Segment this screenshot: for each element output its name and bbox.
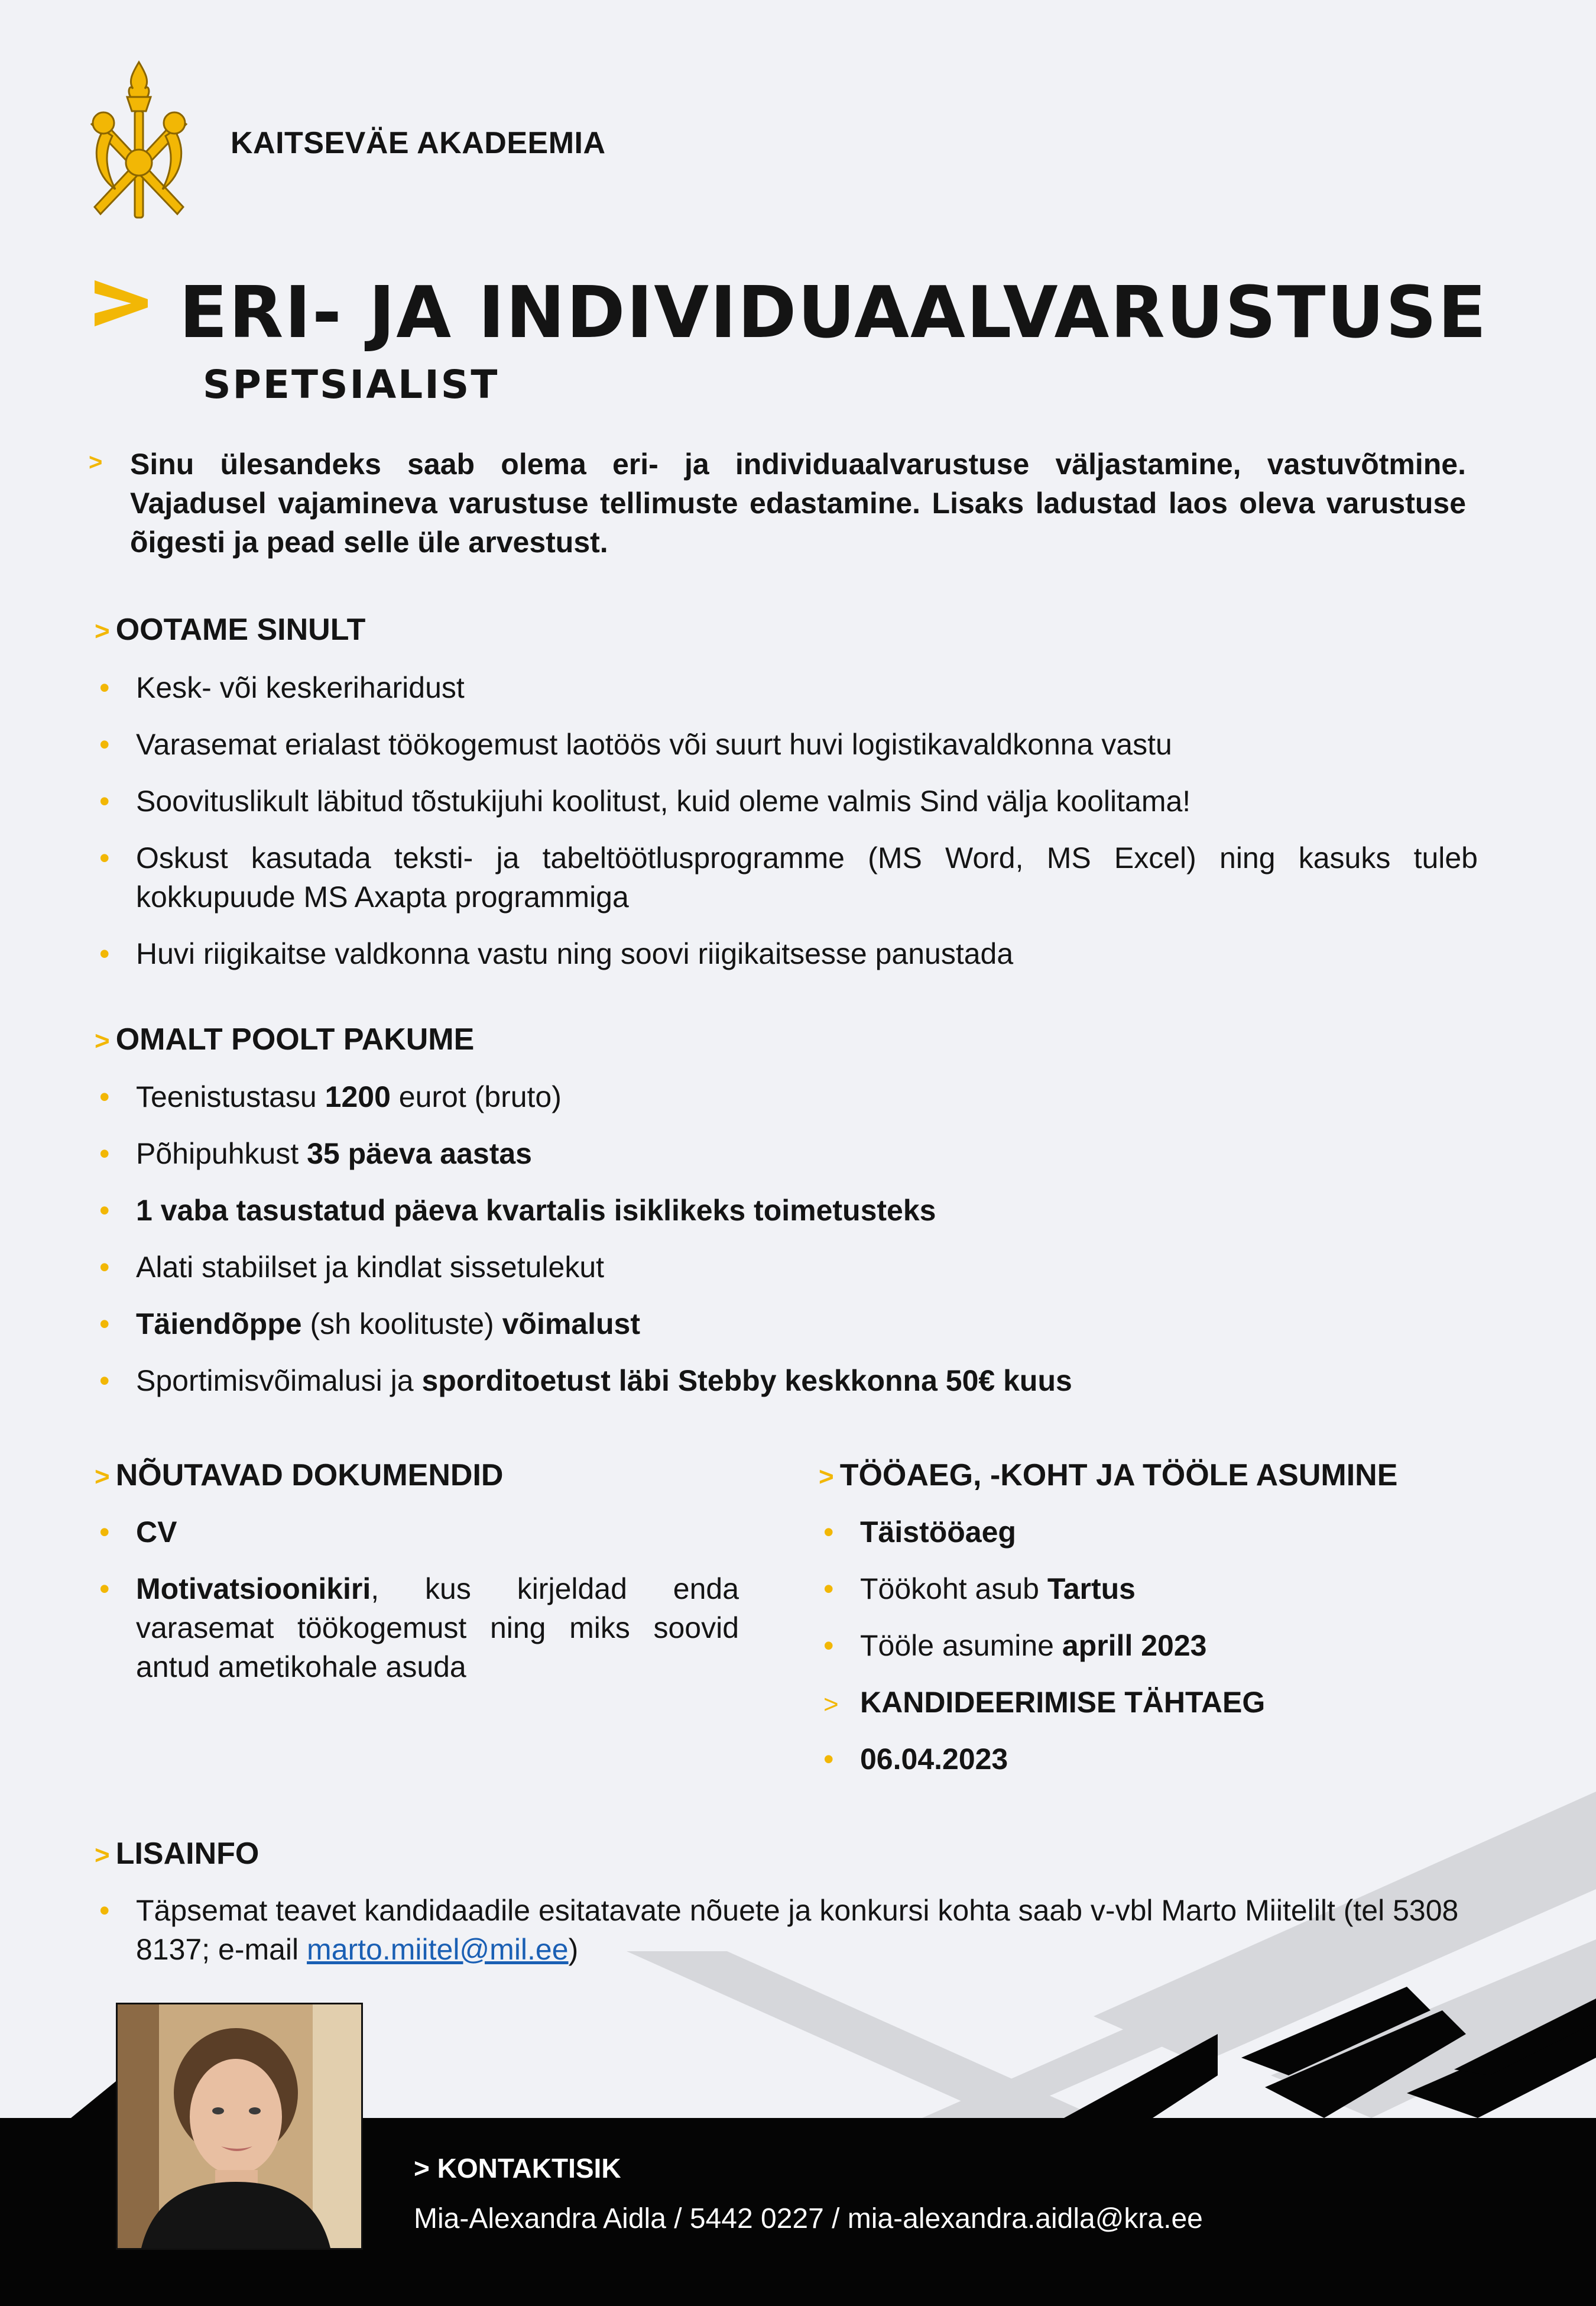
deadline-date: • 06.04.2023	[819, 1740, 1469, 1779]
bullet-icon: •	[99, 728, 110, 761]
section-title-worktime: > TÖÖAEG, -KOHT JA TÖÖLE ASUMINE	[819, 1458, 1398, 1492]
contact-title: > KONTAKTISIK	[414, 2153, 621, 2184]
bullet-icon: •	[99, 785, 110, 818]
offer-list	[95, 1077, 1478, 1418]
job-title-subline: SPETSIALIST	[203, 362, 499, 407]
bullet-icon: •	[823, 1743, 834, 1776]
chevron-right-icon: >	[95, 1026, 110, 1055]
contact-person-photo	[116, 2003, 363, 2250]
bullet-icon: •	[99, 1137, 110, 1170]
list-item: • Töökoht asub Tartus	[819, 1569, 1469, 1608]
bullet-icon: •	[99, 937, 110, 970]
bullet-icon: •	[99, 1572, 110, 1605]
bullet-icon: •	[823, 1572, 834, 1605]
list-item: • Huvi riigikaitse valdkonna vastu ning soovi riigikaitsesse panustada	[95, 934, 1478, 973]
list-item: • 1 vaba tasustatud päeva kvartalis isiklikeks toimetusteks	[95, 1191, 1478, 1230]
section-title-info: > LISAINFO	[95, 1837, 259, 1871]
list-item: • Põhipuhkust 35 päeva aastas	[95, 1134, 1478, 1173]
contact-details: Mia-Alexandra Aidla / 5442 0227 / mia-alexandra.aidla@kra.ee	[414, 2203, 1203, 2234]
list-item: • CV	[95, 1512, 739, 1552]
list-item: • Motivatsioonikiri, kus kirjeldad enda varasemat töökogemust ning miks soovid antud ametikohale asuda	[95, 1569, 739, 1686]
worktime-list	[819, 1512, 1469, 1796]
list-item: • Soovituslikult läbitud tõstukijuhi koolitust, kuid oleme valmis Sind välja koolitama!	[95, 782, 1478, 821]
chevron-right-icon: >	[95, 617, 110, 646]
list-item: • Täistööaeg	[819, 1512, 1469, 1552]
academy-logo	[80, 59, 198, 228]
section-title-documents: > NÕUTAVAD DOKUMENDID	[95, 1458, 504, 1492]
bullet-icon: •	[99, 1364, 110, 1397]
list-item: • Teenistustasu 1200 eurot (bruto)	[95, 1077, 1478, 1116]
job-title: ERI- JA INDIVIDUAALVARUSTUSE	[179, 272, 1488, 354]
email-link[interactable]: marto.miitel@mil.ee	[307, 1933, 569, 1966]
chevron-right-icon: >	[819, 1462, 834, 1491]
bullet-icon: •	[99, 1080, 110, 1113]
list-item: • Tööle asumine aprill 2023	[819, 1626, 1469, 1665]
bullet-icon: •	[99, 1894, 110, 1927]
bullet-icon: •	[823, 1629, 834, 1662]
list-item: • Täpsemat teavet kandidaadile esitatavate nõuete ja konkursi kohta saab v-vbl Marto Miitelilt (tel 5308 8137; e-mail marto.miitel@mil.ee)	[95, 1891, 1478, 1969]
list-item: • Kesk- või keskeriharidust	[95, 668, 1478, 707]
list-item: • Sportimisvõimalusi ja sporditoetust läbi Stebby keskkonna 50€ kuus	[95, 1361, 1478, 1400]
section-title-offer: > OMALT POOLT PAKUME	[95, 1022, 475, 1057]
chevron-right-icon: >	[95, 1841, 110, 1870]
chevron-right-icon: >	[823, 1690, 839, 1719]
organization-name: KAITSEVÄE AKADEEMIA	[231, 126, 606, 160]
expect-list	[95, 668, 1478, 991]
deadline-heading: > KANDIDEERIMISE TÄHTAEG	[819, 1683, 1469, 1722]
list-item: • Oskust kasutada teksti- ja tabeltöötlusprogramme (MS Word, MS Excel) ning kasuks tuleb kokkupuude MS Axapta programmiga	[95, 838, 1478, 916]
intro-paragraph	[89, 445, 1466, 562]
bullet-icon: •	[823, 1515, 834, 1549]
intro-bullet-icon: >	[89, 449, 103, 475]
portrait-image	[118, 2004, 361, 2248]
list-item: • Varasemat erialast töökogemust laotöös või suurt huvi logistikavaldkonna vastu	[95, 725, 1478, 764]
chevron-right-icon: >	[95, 1462, 110, 1491]
bullet-icon: •	[99, 1194, 110, 1227]
title-arrow-icon	[95, 273, 148, 332]
documents-list	[95, 1512, 739, 1704]
list-item: • Alati stabiilset ja kindlat sissetulekut	[95, 1248, 1478, 1287]
list-item: • Täiendõppe (sh koolituste) võimalust	[95, 1304, 1478, 1343]
intro-text: Sinu ülesandeks saab olema eri- ja individuaalvarustuse väljastamine, vastuvõtmine. Vajadusel vajamineva varustuse tellimuste edastamine. Lisaks ladustad laos oleva varustuse õigesti ja pead selle üle arvestust.	[130, 448, 1466, 559]
bullet-icon: •	[99, 1515, 110, 1549]
bullet-icon: •	[99, 1251, 110, 1284]
bullet-icon: •	[99, 1307, 110, 1340]
bullet-icon: •	[99, 671, 110, 704]
bullet-icon: •	[99, 841, 110, 875]
section-title-expect: > OOTAME SINULT	[95, 613, 366, 647]
info-list	[95, 1891, 1478, 1987]
